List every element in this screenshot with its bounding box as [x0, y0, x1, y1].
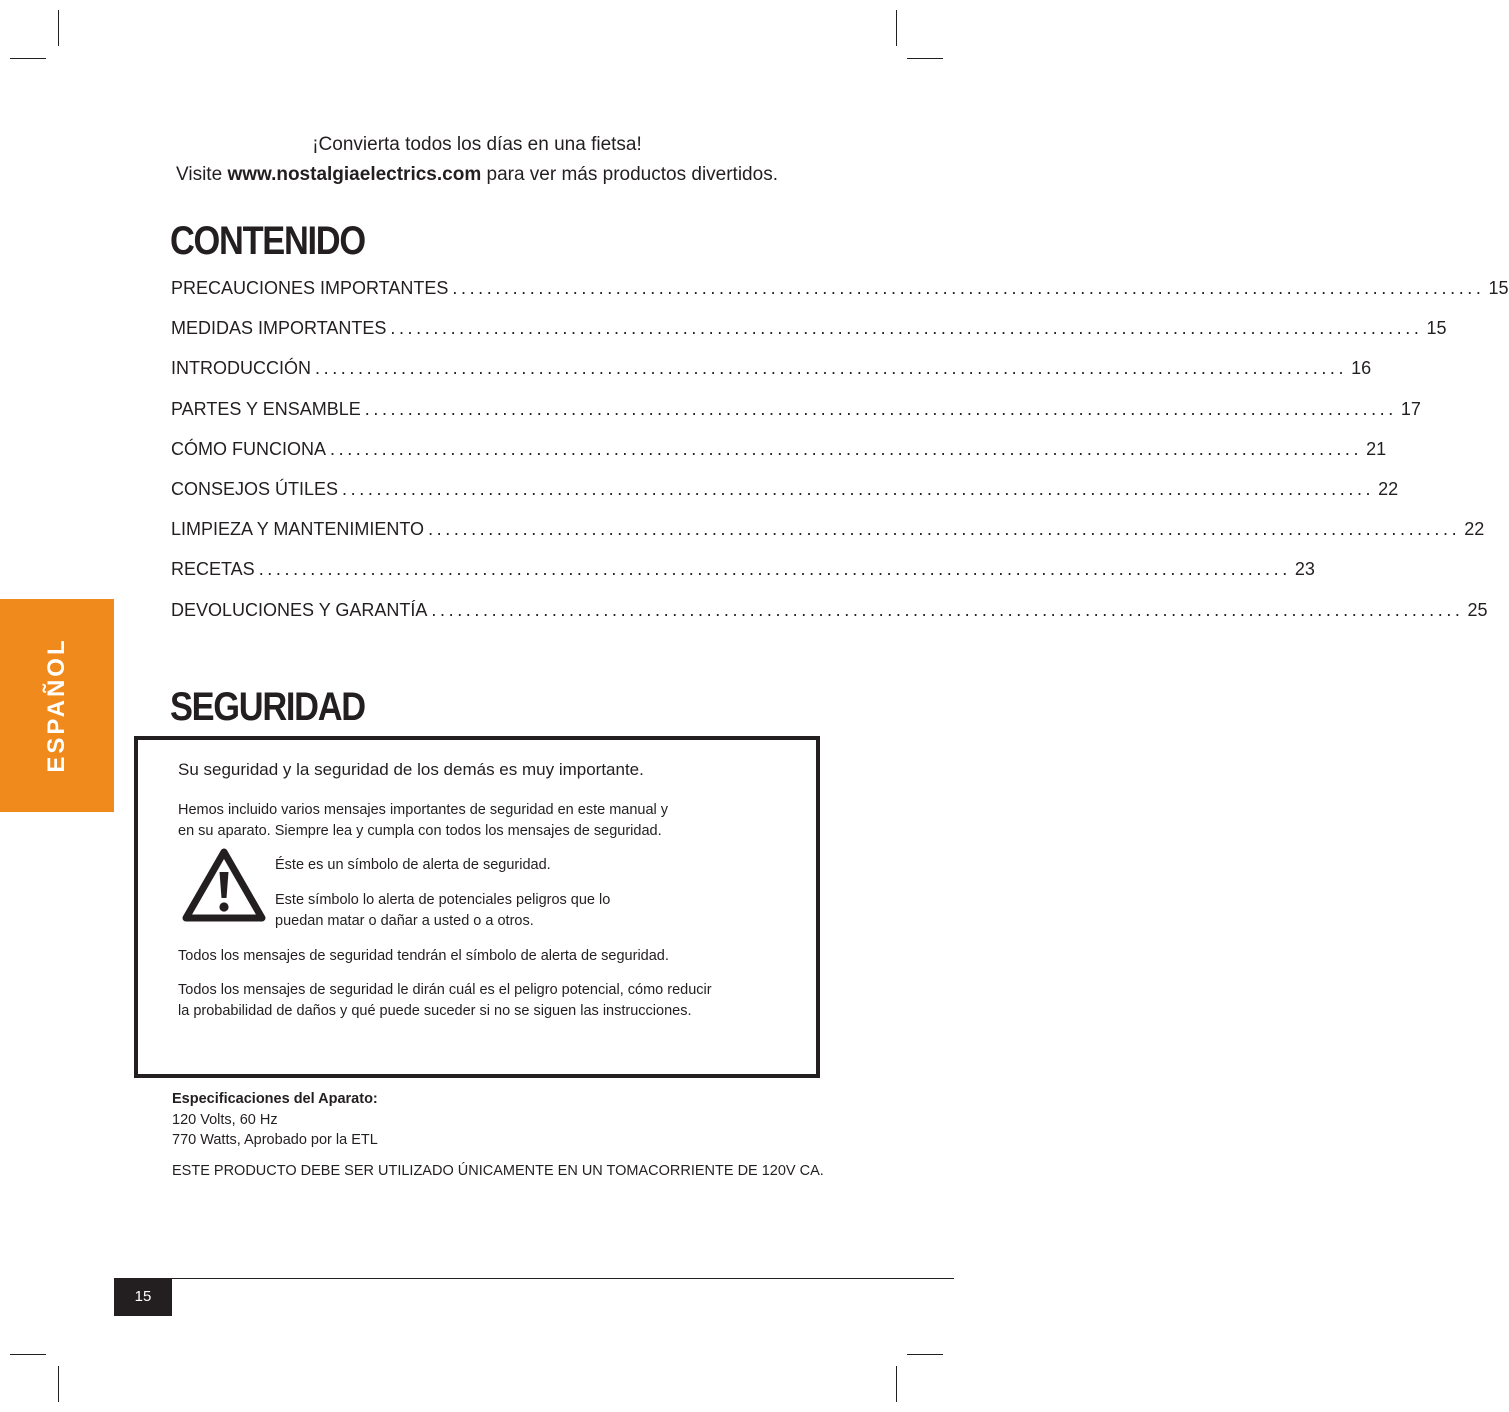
page-number: 15 [114, 1278, 172, 1316]
toc-entry-label: CONSEJOS ÚTILES [171, 478, 339, 499]
specs-voltage: 120 Volts, 60 Hz [172, 1111, 278, 1128]
toc-entry-page: 15 [1426, 318, 1447, 339]
toc-entry-page: 23 [1294, 559, 1315, 580]
toc-entry[interactable] [171, 438, 1387, 479]
safety-paragraph-2: Todos los mensajes de seguridad tendrán el símbolo de alerta de seguridad. [178, 948, 669, 964]
crop-mark [896, 1366, 897, 1402]
toc-entry-page: 22 [1464, 519, 1485, 540]
text-line: puedan matar o dañar a usted o a otros. [275, 913, 534, 929]
text-line: la probabilidad de daños y qué puede suceder si no se siguen las instrucciones. [178, 1003, 692, 1019]
toc-entry-page: 21 [1366, 438, 1387, 459]
specifications [172, 1089, 378, 1151]
toc-entry[interactable] [171, 559, 1315, 599]
safety-paragraph-1 [178, 800, 668, 842]
crop-mark [10, 58, 46, 59]
crop-mark [907, 1354, 943, 1355]
safety-lead: Su seguridad y la seguridad de los demás es muy importante. [178, 760, 644, 779]
language-tab [0, 599, 114, 812]
website-url[interactable]: www.nostalgiaelectrics.com [227, 164, 482, 185]
toc-entry-label: MEDIDAS IMPORTANTES [171, 318, 387, 339]
crop-mark [907, 58, 943, 59]
toc-entry[interactable] [171, 519, 1485, 559]
toc-entry[interactable] [171, 358, 1372, 398]
toc-entry-label: LIMPIEZA Y MANTENIMIENTO [171, 519, 425, 540]
tagline-prefix: Visite [176, 164, 223, 185]
toc-entry[interactable] [171, 318, 1447, 358]
toc-entry-label: PRECAUCIONES IMPORTANTES [171, 278, 449, 298]
symbol-description [275, 890, 610, 932]
toc-leader-dots: ........................................................................................................................ [258, 559, 1291, 580]
toc-entry[interactable] [171, 599, 1488, 640]
footer-rule [114, 1278, 954, 1279]
toc-leader-dots: ........................................................................................................................ [452, 278, 1485, 298]
contents-title: CONTENIDO [170, 219, 365, 263]
toc-entry-label: INTRODUCCIÓN [171, 358, 311, 379]
text-line: Este símbolo lo alerta de potenciales peligros que lo [275, 892, 611, 908]
text-line: en su aparato. Siempre lea y cumpla con todos los mensajes de seguridad. [178, 823, 662, 839]
toc-entry-page: 25 [1467, 599, 1488, 620]
tagline-line2 [0, 160, 954, 190]
toc-entry-page: 22 [1378, 478, 1399, 499]
toc-entry-label: RECETAS [171, 559, 255, 580]
toc-leader-dots: ........................................................................................................................ [390, 318, 1423, 339]
table-of-contents [171, 278, 1509, 640]
crop-mark [58, 1366, 59, 1402]
tagline [0, 130, 954, 190]
toc-entry-label: CÓMO FUNCIONA [171, 438, 326, 459]
toc-leader-dots: ........................................................................................................................ [342, 478, 1375, 499]
toc-entry[interactable] [171, 398, 1421, 439]
warning-triangle-icon [182, 848, 266, 922]
toc-leader-dots: ........................................................................................................................ [364, 398, 1397, 419]
safety-paragraph-3 [178, 980, 712, 1022]
crop-mark [896, 10, 897, 46]
tagline-suffix: para ver más productos divertidos. [486, 164, 778, 185]
language-tab-label: ESPAÑOL [43, 637, 70, 773]
safety-title: SEGURIDAD [170, 685, 365, 729]
text-line: Todos los mensajes de seguridad le dirán cuál es el peligro potencial, cómo reducir [178, 982, 712, 998]
symbol-text: Éste es un símbolo de alerta de seguridad. [275, 857, 551, 873]
toc-entry-page: 16 [1351, 358, 1372, 379]
specs-title: Especificaciones del Aparato: [172, 1091, 378, 1107]
crop-mark [10, 1354, 46, 1355]
specs-wattage: 770 Watts, Aprobado por la ETL [172, 1132, 378, 1148]
toc-entry-page: 17 [1400, 398, 1421, 419]
toc-leader-dots: ........................................................................................................................ [315, 358, 1348, 379]
text-line: Hemos incluido varios mensajes importantes de seguridad en este manual y [178, 802, 669, 818]
toc-entry-label: DEVOLUCIONES Y GARANTÍA [171, 599, 428, 620]
toc-entry[interactable] [171, 278, 1509, 318]
toc-leader-dots: ........................................................................................................................ [330, 438, 1363, 459]
toc-entry[interactable] [171, 478, 1399, 519]
toc-leader-dots: ........................................................................................................................ [428, 519, 1461, 540]
toc-leader-dots: ........................................................................................................................ [431, 599, 1464, 620]
toc-entry-label: PARTES Y ENSAMBLE [171, 398, 361, 419]
toc-entry-page: 15 [1488, 278, 1509, 298]
crop-mark [58, 10, 59, 46]
outlet-notice: ESTE PRODUCTO DEBE SER UTILIZADO ÚNICAMENTE EN UN TOMACORRIENTE DE 120V CA. [172, 1163, 824, 1179]
safety-box [134, 736, 820, 1078]
tagline-line1: ¡Convierta todos los días en una fietsa! [312, 134, 642, 155]
